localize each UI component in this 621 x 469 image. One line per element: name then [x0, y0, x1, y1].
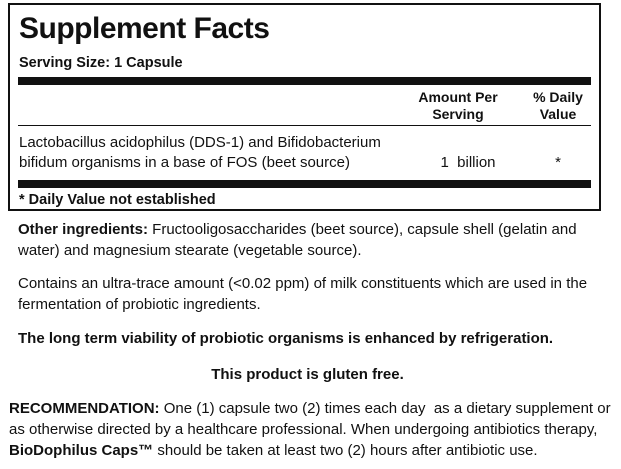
panel-title: Supplement Facts — [19, 12, 270, 45]
amount-header-line2: Serving — [432, 106, 484, 122]
ingredient-name — [19, 133, 414, 173]
milk-constituents-note: Contains an ultra-trace amount (<0.02 ppm) of milk constituents which are used in the fermentation of probiotic ingredients. — [18, 275, 588, 313]
other-ingredients — [18, 219, 598, 261]
refrigeration-note: The long term viability of probiotic organisms is enhanced by refrigeration. — [18, 330, 554, 347]
daily-value-footnote: * Daily Value not established — [19, 192, 216, 208]
dv-header-line1: % Daily — [533, 89, 583, 105]
divider-thick — [18, 77, 591, 85]
brand-name: BioDophilus Caps™ — [9, 442, 154, 459]
dv-header-line2: Value — [539, 106, 577, 122]
divider-bottom — [18, 180, 591, 188]
ingredient-daily-value: * — [555, 154, 561, 171]
recommendation — [9, 398, 618, 461]
other-ingredients-label: Other ingredients: — [18, 221, 149, 238]
other-ingredients-text: Fructooligosaccharides (beet source), capsule shell (gelatin and water) and magnesium stearate (vegetable source). — [18, 221, 577, 259]
recommendation-text: One (1) capsule two (2) times each day as a dietary supplement or as otherwise directed by a healthcare professional. When undergoing antibiotics therapy, — [9, 400, 615, 438]
ingredient-line1: Lactobacillus acidophilus (DDS-1) and Bifidobacterium — [19, 134, 381, 151]
amount-header-line1: Amount Per — [418, 89, 498, 105]
ingredient-amount: 1 billion — [440, 154, 496, 171]
gluten-free-note: This product is gluten free. — [211, 366, 404, 383]
recommendation-text-end: should be taken at least two (2) hours after antibiotic use. — [153, 442, 538, 459]
amount-per-serving-header — [398, 89, 518, 123]
serving-size: Serving Size: 1 Capsule — [19, 55, 183, 71]
divider-thin — [18, 125, 591, 126]
daily-value-header — [525, 89, 591, 123]
recommendation-label: RECOMMENDATION: — [9, 400, 160, 417]
ingredient-line2: bifidum organisms in a base of FOS (beet source) — [19, 154, 350, 171]
supplement-facts-panel — [8, 3, 601, 211]
